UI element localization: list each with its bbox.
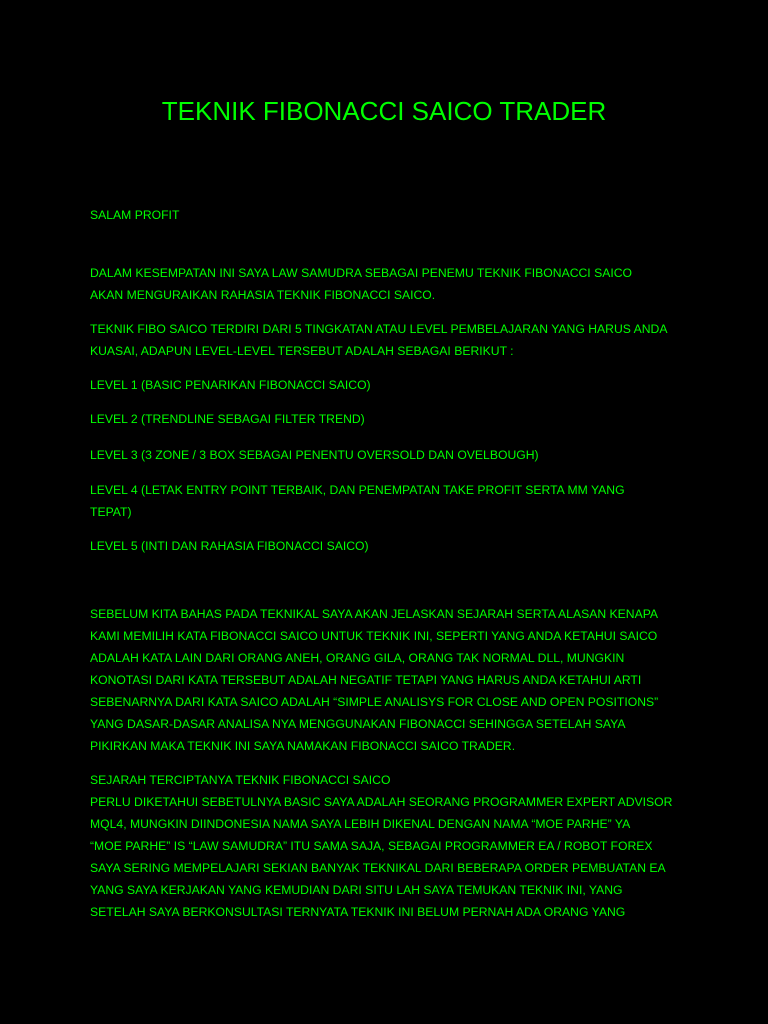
section-heading: SEJARAH TERCIPTANYA TEKNIK FIBONACCI SAICO [90,773,391,787]
levels-intro-paragraph: TEKNIK FIBO SAICO TERDIRI DARI 5 TINGKATAN ATAU LEVEL PEMBELAJARAN YANG HARUS ANDA KUASAI, ADAPUN LEVEL-LEVEL TERSEBUT ADALAH SEBAGAI BERIKUT : [90,322,668,358]
section-body-paragraph: PERLU DIKETAHUI SEBETULNYA BASIC SAYA ADALAH SEORANG PROGRAMMER EXPERT ADVISOR MQL4, MUNGKIN DIINDONESIA NAMA SAYA LEBIH DIKENAL DENGAN NAMA “MOE PARHE” YA “MOE PARHE” IS “LAW SAMUDRA” ITU SAMA SAJA, SEBAGAI PROGRAMMER EA / ROBOT FOREX SAYA SERING MEMPELAJARI SEKIAN BANYAK TEKNIKAL DARI BEBERAPA ORDER PEMBUATAN EA YANG SAYA KERJAKAN YANG KEMUDIAN DARI SITU LAH SAYA TEMUKAN TEKNIK INI, YANG SETELAH SAYA BERKONSULTASI TERNYATA TEKNIK INI BELUM PERNAH ADA ORANG YANG [90,795,673,919]
history-paragraph: SEBELUM KITA BAHAS PADA TEKNIKAL SAYA AKAN JELASKAN SEJARAH SERTA ALASAN KENAPA KAMI MEMILIH KATA FIBONACCI SAICO UNTUK TEKNIK INI, SEPERTI YANG ANDA KETAHUI SAICO ADALAH KATA LAIN DARI ORANG ANEH, ORANG GILA, ORANG TAK NORMAL DLL, MUNGKIN KONOTASI DARI KATA TERSEBUT ADALAH NEGATIF TETAPI YANG HARUS ANDA KETAHUI ARTI SEBENARNYA DARI KATA SAICO ADALAH “SIMPLE ANALISYS FOR CLOSE AND OPEN POSITIONS” YANG DASAR-DASAR ANALISA NYA MENGGUNAKAN FIBONACCI SEHINGGA SETELAH SAYA PIKIRKAN MAKA TEKNIK INI SAYA NAMAKAN FIBONACCI SAICO TRADER. [90,607,659,753]
greeting-text: SALAM PROFIT [90,208,180,222]
level-item: LEVEL 4 (LETAK ENTRY POINT TERBAIK, DAN PENEMPATAN TAKE PROFIT SERTA MM YANG TEPAT) [90,483,625,519]
level-item: LEVEL 2 (TRENDLINE SEBAGAI FILTER TREND) [90,412,365,426]
document-title: TEKNIK FIBONACCI SAICO TRADER [161,96,607,126]
level-item: LEVEL 3 (3 ZONE / 3 BOX SEBAGAI PENENTU OVERSOLD DAN OVELBOUGH) [90,448,539,462]
intro-paragraph: DALAM KESEMPATAN INI SAYA LAW SAMUDRA SEBAGAI PENEMU TEKNIK FIBONACCI SAICO AKAN MENGURAIKAN RAHASIA TEKNIK FIBONACCI SAICO. [90,266,633,302]
level-item: LEVEL 1 (BASIC PENARIKAN FIBONACCI SAICO) [90,378,371,392]
level-item: LEVEL 5 (INTI DAN RAHASIA FIBONACCI SAICO) [90,539,369,553]
